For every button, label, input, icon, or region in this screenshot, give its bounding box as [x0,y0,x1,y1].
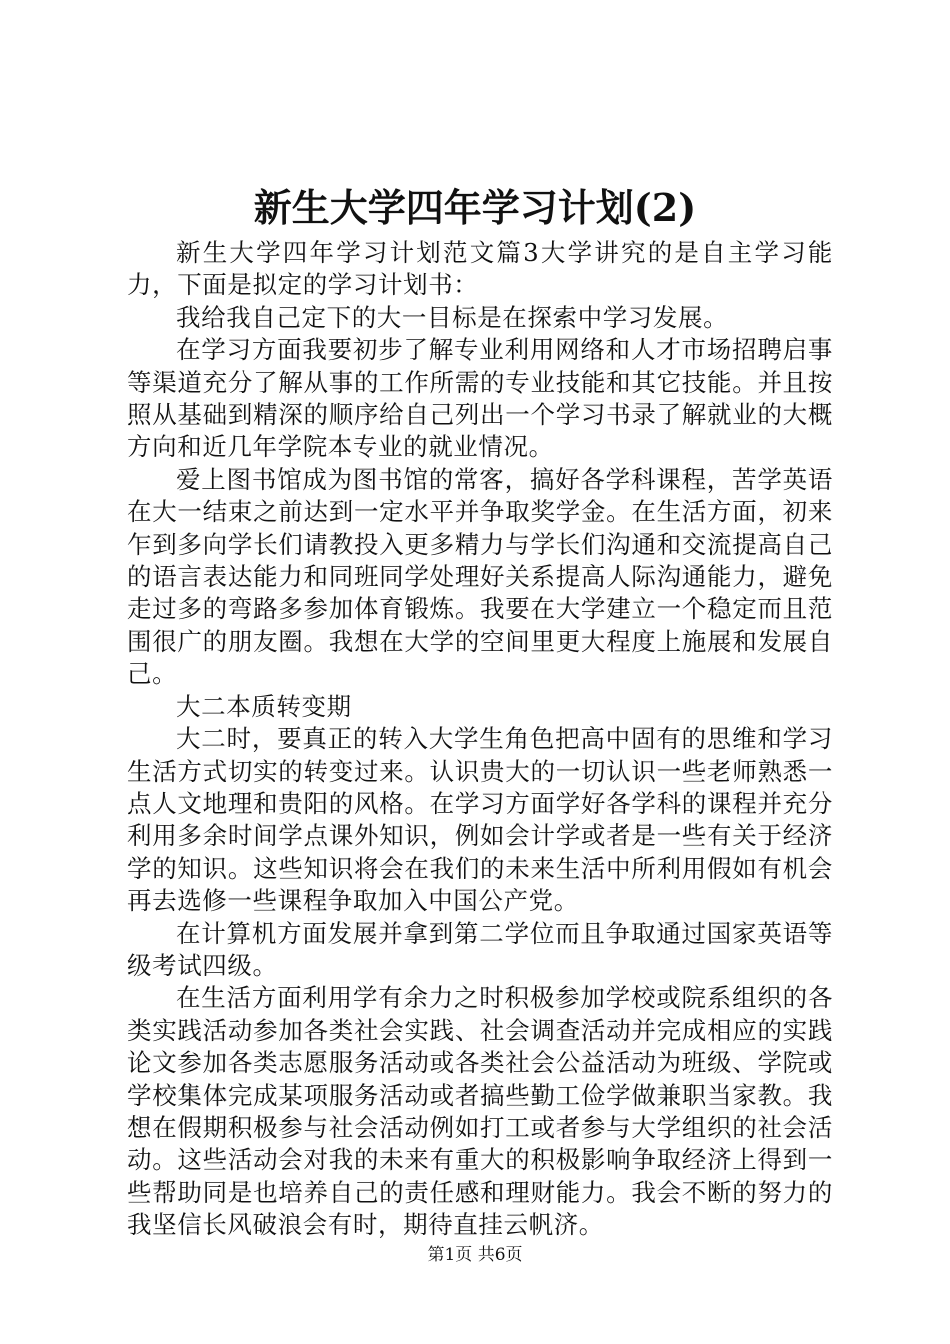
paragraph-library-life: 爱上图书馆成为图书馆的常客，搞好各学科课程，苦学英语在大一结束之前达到一定水平并争取奖学金。在生活方面，初来乍到多向学长们请教投入更多精力与学长们沟通和交流提高自己的语言表达能力和同班同学处理好关系提高人际沟通能力，避免走过多的弯路多参加体育锻炼。我要在大学建立一个稳定而且范围很广的朋友圈。我想在大学的空间里更大程度上施展和发展自己。 [127,464,833,689]
paragraph-sophomore-heading: 大二本质转变期 [176,691,352,721]
paragraph-social-practice: 在生活方面利用学有余力之时积极参加学校或院系组织的各类实践活动参加各类社会实践、社会调查活动并完成相应的实践论文参加各类志愿服务活动或各类社会公益活动为班级、学院或学校集体完成某项服务活动或者搞些勤工俭学做兼职当家教。我想在假期积极参与社会活动例如打工或者参与大学组织的社会活动。这些活动会对我的未来有重大的积极影响争取经济上得到一些帮助同是也培养自己的责任感和理财能力。我会不断的努力的我坚信长风破浪会有时，期待直挂云帆济。 [127,983,833,1240]
paragraph-intro: 新生大学四年学习计划范文篇3大学讲究的是自主学习能力，下面是拟定的学习计划书： [127,238,833,300]
document-body [127,237,833,1242]
page-number-footer: 第1页 共6页 [427,1245,523,1265]
document-title: 新生大学四年学习计划(2) [253,185,697,230]
paragraph-computer-english: 在计算机方面发展并拿到第二学位而且争取通过国家英语等级考试四级。 [127,918,833,980]
paragraph-freshman-goal: 我给我自己定下的大一目标是在探索中学习发展。 [176,302,729,332]
paragraph-study-plan: 在学习方面我要初步了解专业利用网络和人才市场招聘启事等渠道充分了解从事的工作所需的专业技能和其它技能。并且按照从基础到精深的顺序给自己列出一个学习书录了解就业的大概方向和近几年学院本专业的就业情况。 [127,335,833,462]
paragraph-sophomore-plan: 大二时，要真正的转入大学生角色把高中固有的思维和学习生活方式切实的转变过来。认识贵大的一切认识一些老师熟悉一点人文地理和贵阳的风格。在学习方面学好各学科的课程并充分利用多余时间学点课外知识，例如会计学或者是一些有关于经济学的知识。这些知识将会在我们的未来生活中所利用假如有机会再去选修一些课程争取加入中国公产党。 [127,724,833,916]
